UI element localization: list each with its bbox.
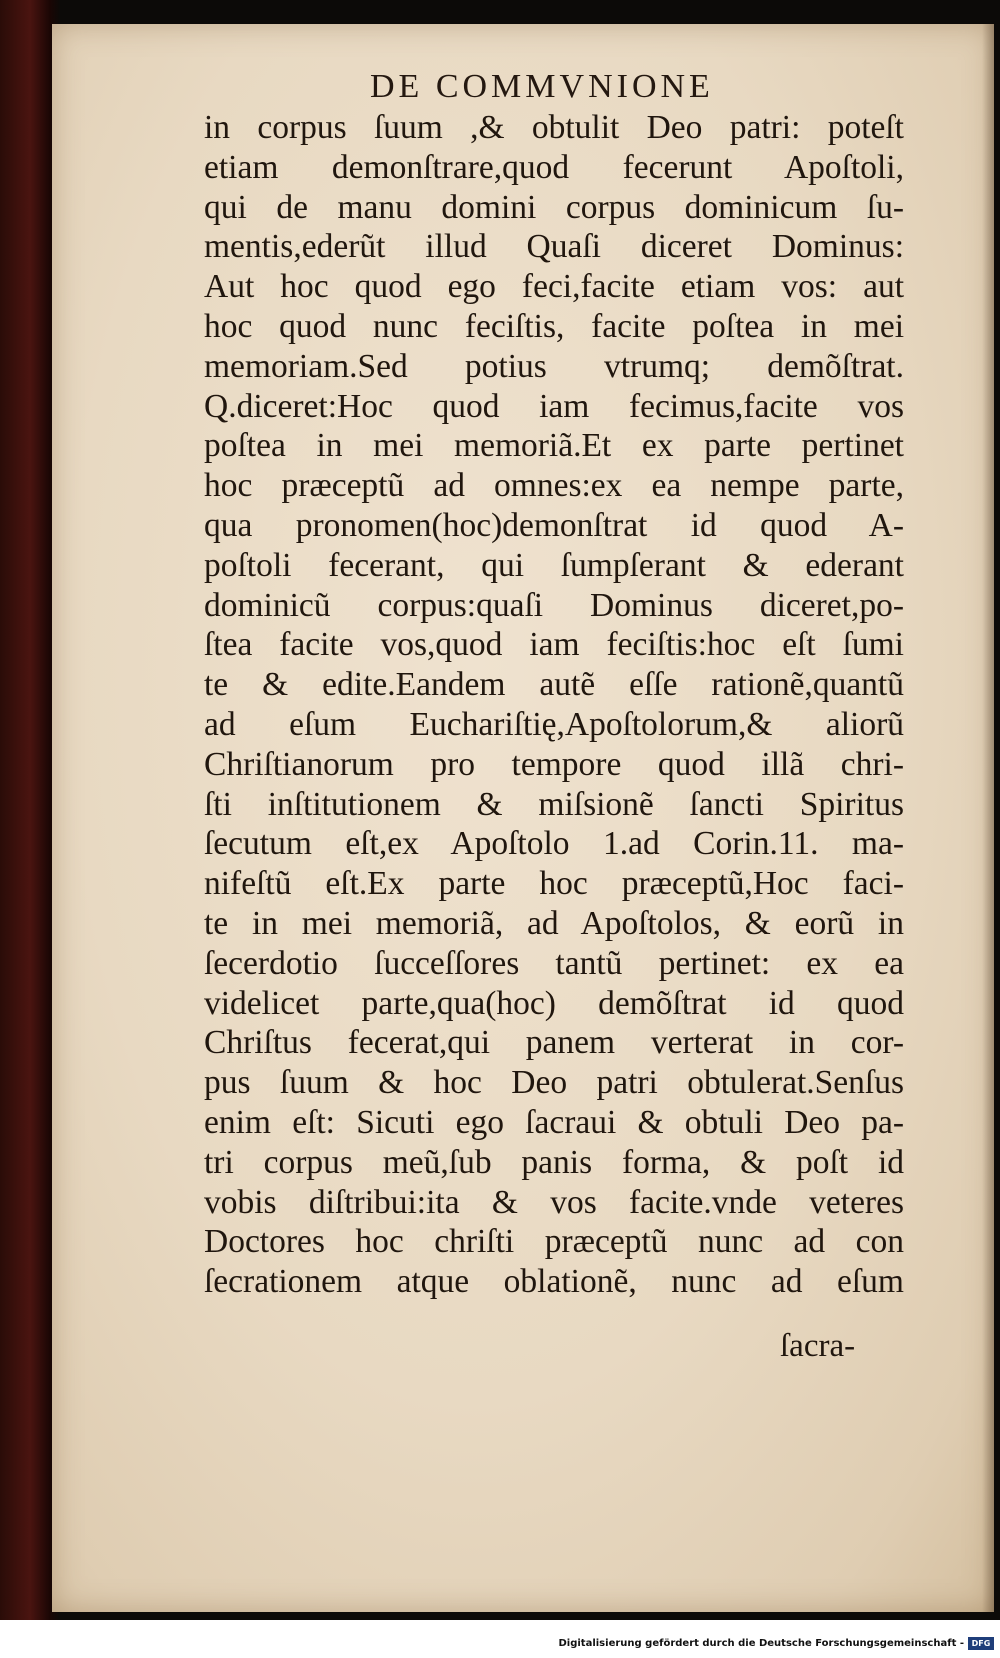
text-line: in corpus ſuum ,& obtulit Deo patri: poteſt bbox=[204, 109, 904, 146]
text-line: etiam demonſtrare,quod fecerunt Apoſtoli, bbox=[204, 148, 904, 186]
dfg-logo-icon: DFG bbox=[968, 1637, 994, 1650]
text-line: tri corpus meũ,ſub panis forma, & poſt id bbox=[204, 1143, 904, 1181]
text-line: te in mei memoriã, ad Apoſtolos, & eorũ in bbox=[204, 904, 904, 942]
text-line: ſti inſtitutionem & miſsionẽ ſancti Spiritus bbox=[204, 785, 904, 823]
text-line: videlicet parte,qua(hoc) demõſtrat id quod bbox=[204, 984, 904, 1022]
text-line: mentis,ederũt illud Quaſi diceret Dominus: bbox=[204, 228, 904, 266]
text-line: Q.diceret:Hoc quod iam fecimus,facite vos bbox=[204, 387, 904, 425]
catchword: ſacra- bbox=[780, 1328, 856, 1364]
digitization-credit: Digitalisierung gefördert durch die Deutsche Forschungsgemeinschaft - bbox=[558, 1638, 964, 1649]
text-line: poſtoli fecerant, qui ſumpſerant & ederant bbox=[204, 546, 904, 584]
text-line: pus ſuum & hoc Deo patri obtulerat.Senſus bbox=[204, 1064, 904, 1102]
text-line: vobis diſtribui:ita & vos facite.vnde veteres bbox=[204, 1183, 904, 1221]
text-line: hoc præceptũ ad omnes:ex ea nempe parte, bbox=[204, 467, 904, 505]
text-line: memoriam.Sed potius vtrumq; demõſtrat. bbox=[204, 347, 904, 385]
text-line: te & edite.Eandem autẽ eſſe rationẽ,quantũ bbox=[204, 666, 904, 704]
text-line: ſecutum eſt,ex Apoſtolo 1.ad Corin.11. ma- bbox=[204, 825, 904, 863]
text-line: qua pronomen(hoc)demonſtrat id quod A- bbox=[204, 506, 904, 544]
text-line: dominicũ corpus:quaſi Dominus diceret,po- bbox=[204, 586, 904, 624]
text-line: Chriſtianorum pro tempore quod illã chri- bbox=[204, 745, 904, 783]
text-line: nifeſtũ eſt.Ex parte hoc præceptũ,Hoc faci- bbox=[204, 865, 904, 903]
text-line: Doctores hoc chriſti præceptũ nunc ad con bbox=[204, 1223, 904, 1261]
text-line: ad eſum Euchariſtię,Apoſtolorum,& aliorũ bbox=[204, 705, 904, 743]
text-line: Chriſtus fecerat,qui panem verterat in cor- bbox=[204, 1024, 904, 1062]
text-line: ſecrationem atque oblationẽ, nunc ad eſum bbox=[204, 1263, 904, 1301]
text-line: hoc quod nunc feciſtis, facite poſtea in mei bbox=[204, 307, 904, 345]
text-line: ſecerdotio ſucceſſores tantũ pertinet: ex ea bbox=[204, 944, 904, 982]
text-line: enim eſt: Sicuti ego ſacraui & obtuli Deo pa- bbox=[204, 1103, 904, 1141]
text-line: Aut hoc quod ego feci,facite etiam vos: aut bbox=[204, 268, 904, 306]
text-line: ſtea facite vos,quod iam feciſtis:hoc eſt ſumi bbox=[204, 626, 904, 664]
body-text bbox=[204, 108, 904, 1302]
text-line: qui de manu domini corpus dominicum ſu- bbox=[204, 188, 904, 226]
text-line: poſtea in mei memoriã.Et ex parte pertinet bbox=[204, 427, 904, 465]
page-edge-shadow bbox=[982, 24, 994, 1612]
running-head: DE COMMVNIONE bbox=[370, 68, 714, 105]
